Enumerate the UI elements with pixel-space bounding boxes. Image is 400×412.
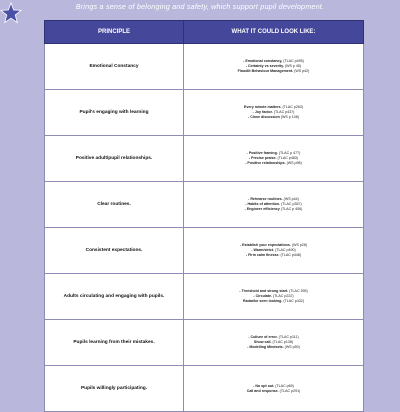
- looks-like-item-strategy: - Rehearse routines.: [248, 197, 283, 201]
- looks-like-column-header: WHAT IT COULD LOOK LIKE:: [184, 21, 364, 44]
- looks-like-item-reference: (WS p28): [290, 243, 308, 247]
- looks-like-item-strategy: - No opt out.: [253, 383, 275, 388]
- looks-like-cell: [184, 366, 364, 412]
- looks-like-cell: [184, 136, 364, 182]
- looks-like-item-reference: (TLAC p432): [282, 299, 304, 303]
- looks-like-item-reference: (WS p 108): [279, 115, 299, 119]
- looks-like-item-reference: (TLAC 395): [288, 289, 308, 293]
- looks-like-item-strategy: - Positive relationships.: [245, 161, 286, 165]
- looks-like-item-strategy: Call and response.: [246, 388, 279, 393]
- looks-like-item: [184, 161, 363, 166]
- looks-like-item-reference: (TLAC p357): [280, 202, 302, 206]
- looks-like-item-reference: (TLAC p111): [277, 335, 299, 339]
- looks-like-item-strategy: - Modelling Mindsets.: [247, 345, 284, 349]
- looks-like-item-reference: (WS p98): [285, 161, 302, 165]
- looks-like-cell: [184, 274, 364, 320]
- looks-like-item: [184, 207, 363, 212]
- principle-cell: Clear routines.: [45, 182, 184, 228]
- table-row: [45, 228, 364, 274]
- principle-cell: Pupils willingly participating.: [45, 366, 184, 412]
- looks-like-item-strategy: Every minute matters.: [243, 105, 282, 109]
- table-row: [45, 136, 364, 182]
- looks-like-item-reference: (TLAC p 477): [277, 151, 301, 155]
- looks-like-item-strategy: - Engineer efficiency: [244, 207, 280, 211]
- looks-like-item-reference: (TLAC p 406): [279, 207, 303, 211]
- looks-like-item-strategy: - Establish your expectations.: [239, 243, 291, 247]
- table-row: [45, 90, 364, 136]
- principle-cell: Positive adult/pupil relationships.: [45, 136, 184, 182]
- looks-like-item: [184, 345, 363, 350]
- looks-like-item-reference: (WS p44): [282, 197, 299, 201]
- looks-like-item-strategy: Radar/be seen looking.: [243, 299, 283, 303]
- looks-like-cell: [184, 228, 364, 274]
- looks-like-item-reference: (TLAC p138): [271, 340, 294, 344]
- principles-table: [44, 20, 364, 412]
- looks-like-item-reference: (TLAC p437): [272, 110, 295, 114]
- looks-like-item-reference: (WS p50): [283, 345, 300, 349]
- principle-cell: Emotional Constancy: [45, 44, 184, 90]
- looks-like-item: [184, 389, 363, 394]
- looks-like-item-strategy: - Emotional constancy,: [243, 59, 283, 63]
- table-row: [45, 274, 364, 320]
- looks-like-item: [184, 299, 363, 304]
- looks-like-item-strategy: - Habits of attention.: [245, 202, 281, 206]
- looks-like-cell: [184, 182, 364, 228]
- looks-like-cell: [184, 90, 364, 136]
- table-row: [45, 44, 364, 90]
- looks-like-item-reference: (WS p 45): [283, 64, 302, 68]
- principle-cell: Pupil's engaging with learning: [45, 90, 184, 136]
- looks-like-item-strategy: - Culture of error.: [248, 335, 278, 339]
- looks-like-item-reference: (TLAC p448): [279, 253, 302, 257]
- table-row: [45, 182, 364, 228]
- principle-cell: Consistent expectations.: [45, 228, 184, 274]
- looks-like-item-strategy: - Close discussion: [248, 115, 280, 119]
- looks-like-item-reference: (TLAC p495): [282, 59, 304, 63]
- looks-like-item: [184, 69, 363, 74]
- table-header-row: [45, 21, 364, 44]
- principle-cell: Adults circulating and engaging with pupils.: [45, 274, 184, 320]
- looks-like-item-reference: (TLAC p263): [281, 105, 304, 109]
- looks-like-item-strategy: - Firm calm finesse.: [245, 253, 280, 257]
- looks-like-item-reference: (TLAC p291): [278, 388, 301, 393]
- looks-like-item-strategy: Floodlit Behaviour Management.: [237, 69, 294, 73]
- page-subtitle: Brings a sense of belonging and safety, which support pupil development.: [75, 2, 325, 11]
- table-row: [45, 366, 364, 412]
- looks-like-item-strategy: - Certainty vs severity.: [245, 64, 284, 68]
- looks-like-item-strategy: - Circulate.: [253, 294, 272, 298]
- looks-like-item-strategy: - Joy factor.: [252, 110, 273, 114]
- looks-like-item-strategy: - Positive framing.: [246, 151, 278, 155]
- principle-cell: Pupils learning from their mistakes.: [45, 320, 184, 366]
- looks-like-item-reference: (TLAC p222): [272, 294, 294, 298]
- looks-like-cell: [184, 44, 364, 90]
- looks-like-item-strategy: - Threshold and strong start.: [239, 289, 289, 293]
- looks-like-item-reference: (TLAC p69): [274, 383, 294, 388]
- looks-like-item-reference: (TLAC p483): [276, 156, 299, 160]
- table-row: [45, 320, 364, 366]
- looks-like-item: [184, 115, 363, 120]
- looks-like-item: [184, 253, 363, 258]
- principle-column-header: PRINCIPLE: [45, 21, 184, 44]
- looks-like-item-reference: (WS p42): [293, 69, 310, 73]
- looks-like-item-reference: (TLAC p490): [274, 248, 296, 252]
- looks-like-item-strategy: - Precise praise.: [248, 156, 277, 160]
- looks-like-item-strategy: Show call.: [253, 340, 272, 344]
- looks-like-item-strategy: - Warm/strict.: [251, 248, 275, 252]
- looks-like-cell: [184, 320, 364, 366]
